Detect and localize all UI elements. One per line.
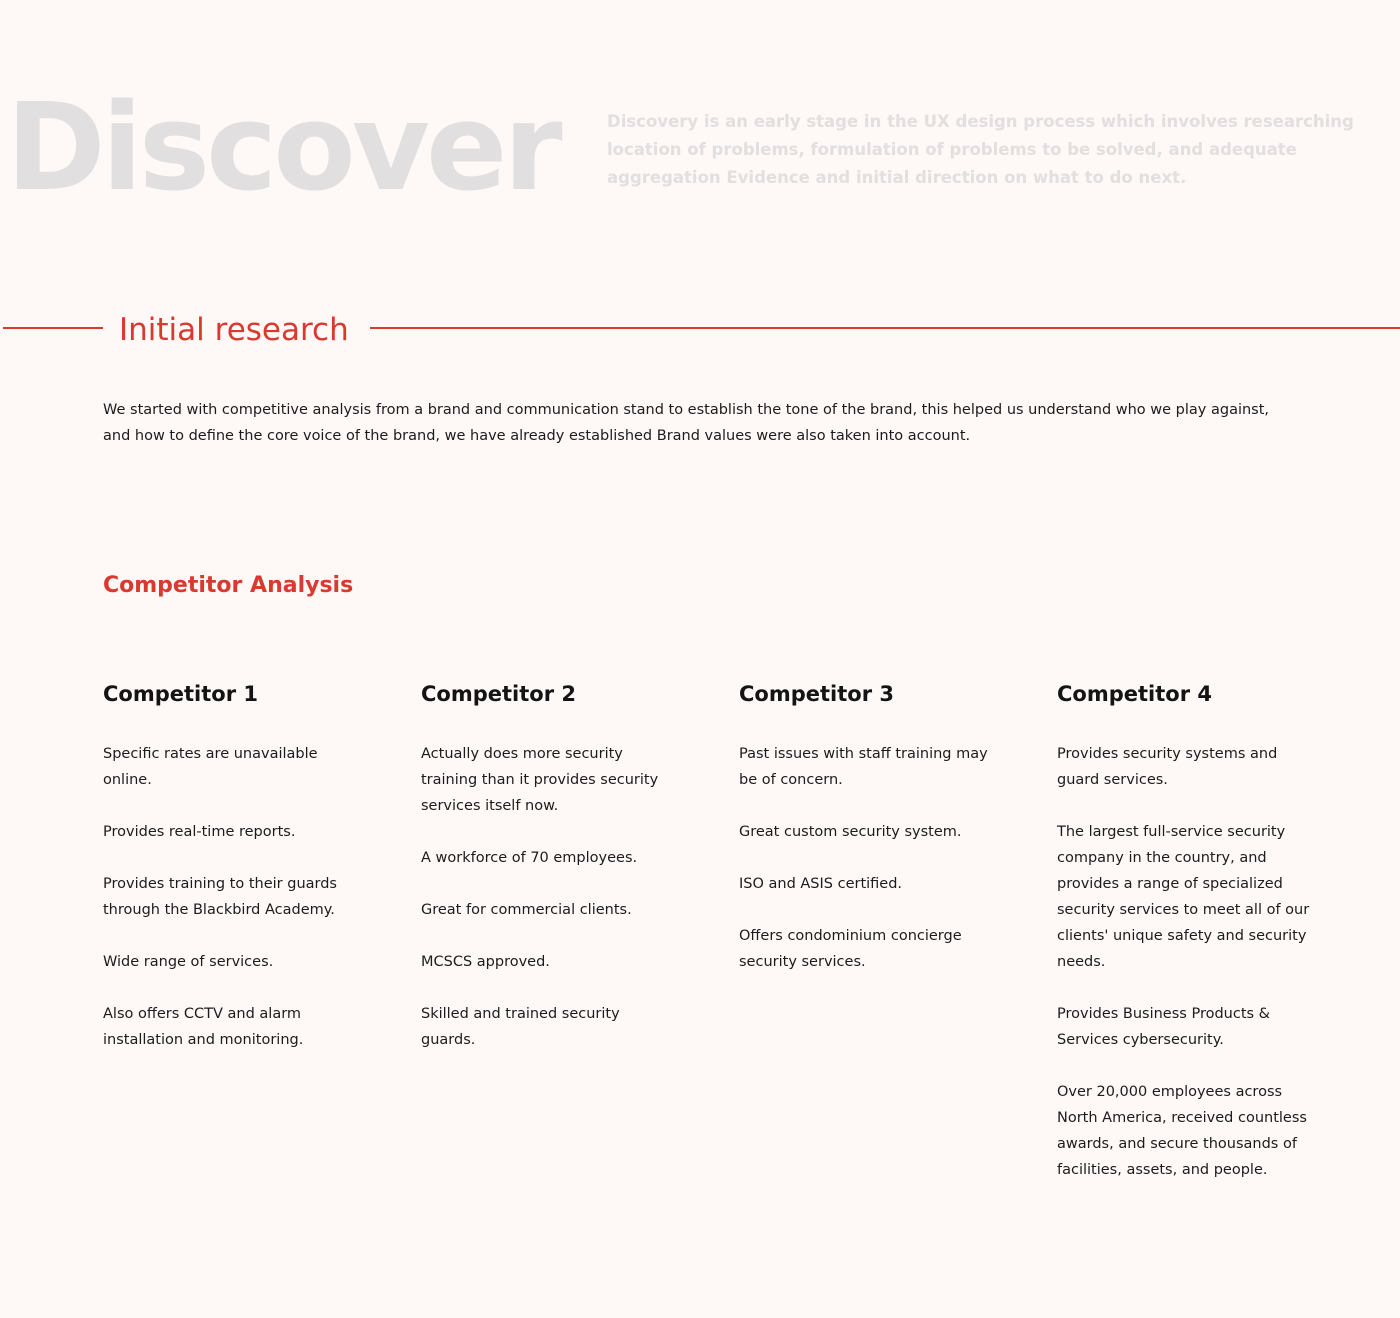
- hero-description: Discovery is an early stage in the UX design process which involves researching location of problems, formulation of problems to be solved, and adequate aggregation Evidence and initial direction on what to do next.: [607, 112, 1354, 187]
- competitor-points: [421, 741, 676, 1053]
- competitor-column-2: [421, 676, 676, 1079]
- intro-paragraph: We started with competitive analysis from a brand and communication stand to establish the tone of the brand, this helped us understand who we play against, and how to define the core voice of the brand, we have already established Brand values were also taken into account.: [103, 402, 1270, 444]
- competitor-points: [739, 741, 994, 975]
- hero-title: Discover: [6, 79, 559, 218]
- competitor-points: [103, 741, 358, 1053]
- competitor-point: Over 20,000 employees across North America, received countless awards, and secure thousands of facilities, assets, and people.: [1057, 1084, 1307, 1178]
- competitor-point: Wide range of services.: [103, 954, 274, 970]
- competitor-point: Specific rates are unavailable online.: [103, 746, 318, 788]
- competitor-point: Provides Business Products & Services cybersecurity.: [1057, 1006, 1270, 1048]
- competitor-point: Provides security systems and guard services.: [1057, 746, 1278, 788]
- competitor-point: Great custom security system.: [739, 824, 962, 840]
- competitor-point: Offers condominium concierge security services.: [739, 928, 962, 970]
- competitor-point: Provides real-time reports.: [103, 824, 296, 840]
- competitor-analysis-title: Competitor Analysis: [103, 573, 354, 598]
- competitor-column-3: [739, 676, 994, 1001]
- competitor-column-4: [1057, 676, 1312, 1209]
- section-divider-right: [370, 327, 1400, 329]
- competitor-point: Great for commercial clients.: [421, 902, 632, 918]
- competitor-point: Provides training to their guards through the Blackbird Academy.: [103, 876, 337, 918]
- competitor-point: Also offers CCTV and alarm installation and monitoring.: [103, 1006, 304, 1048]
- competitor-name: Competitor 1: [103, 682, 258, 706]
- competitor-point: The largest full-service security company in the country, and provides a range of specialized security services to meet all of our clients' unique safety and security needs.: [1057, 824, 1310, 970]
- competitor-point: Skilled and trained security guards.: [421, 1006, 620, 1048]
- section-divider-left: [3, 327, 103, 329]
- competitor-name: Competitor 3: [739, 682, 894, 706]
- competitor-point: Actually does more security training than it provides security services itself now.: [421, 746, 659, 814]
- competitor-point: MCSCS approved.: [421, 954, 550, 970]
- competitor-point: A workforce of 70 employees.: [421, 850, 638, 866]
- competitor-points: [1057, 741, 1312, 1183]
- competitor-point: ISO and ASIS certified.: [739, 876, 903, 892]
- section-title: Initial research: [119, 312, 349, 348]
- competitor-column-1: [103, 676, 358, 1079]
- competitor-name: Competitor 4: [1057, 682, 1212, 706]
- competitor-point: Past issues with staff training may be of concern.: [739, 746, 988, 788]
- competitor-name: Competitor 2: [421, 682, 576, 706]
